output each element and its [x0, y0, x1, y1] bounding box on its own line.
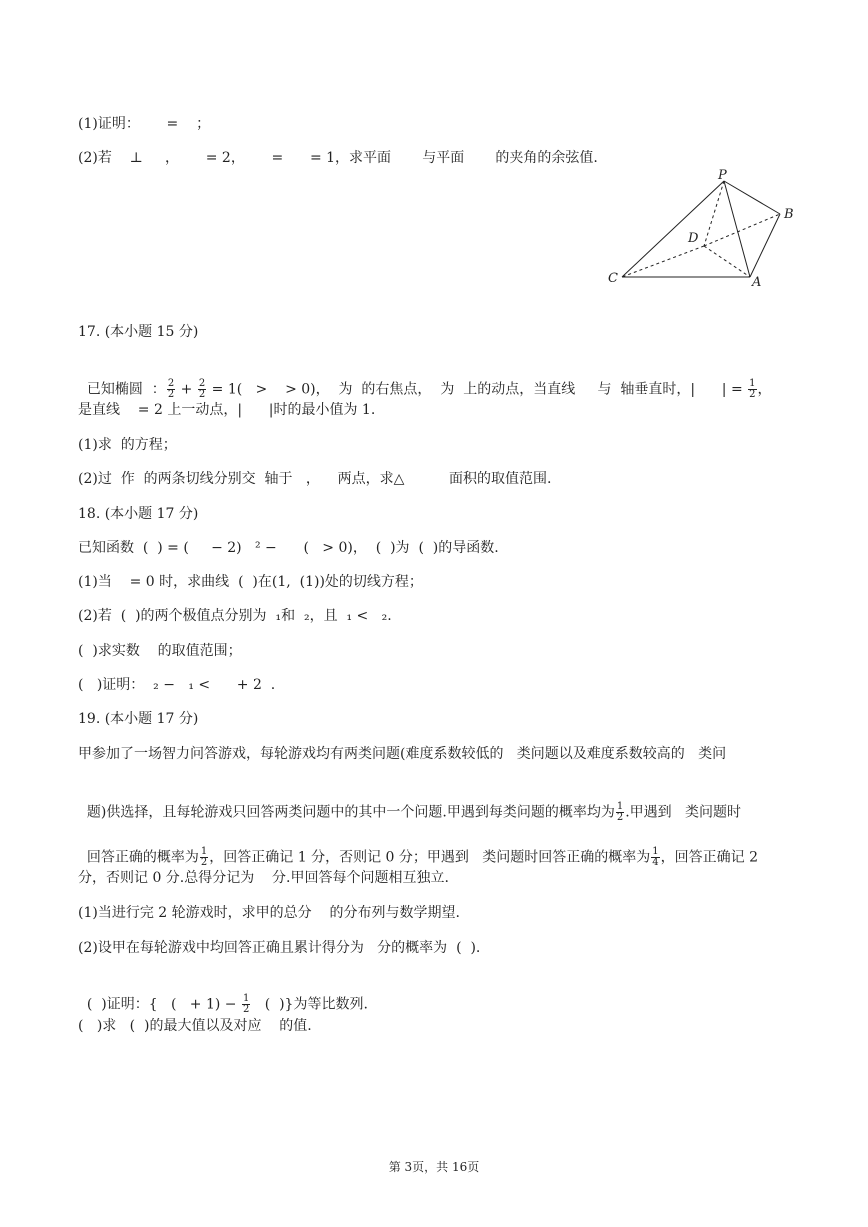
edge-PB — [724, 181, 780, 214]
fraction: $\frac{2}{2}$ — [198, 378, 206, 400]
line-19-7 — [78, 976, 368, 1015]
label-D: D — [688, 231, 699, 246]
label-B: B — [784, 207, 794, 222]
line-19-8: ( )求 ( )的最大值以及对应 的值. — [78, 1018, 312, 1034]
label-P: P — [718, 168, 727, 183]
fraction: $\frac{1}{2}$ — [616, 801, 624, 823]
edge-PC — [622, 181, 724, 277]
line-19-2 — [78, 784, 741, 823]
fraction: $\frac{1}{2}$ — [749, 378, 756, 400]
edge-AB — [750, 214, 780, 277]
line-18-3: (2)若 ( )的两个极值点分别为 ₁和 ₂，且 ₁ < ₂. — [78, 608, 392, 624]
line-19-1: 甲参加了一场智力问答游戏，每轮游戏均有两类问题(难度系数较低的 类问题以及难度系数较高的 类问 — [78, 746, 727, 762]
fraction: $\frac{1}{2}$ — [242, 993, 250, 1015]
edge-PA — [724, 181, 750, 277]
label-C: C — [608, 271, 618, 286]
pyramid-figure — [600, 168, 810, 293]
text: ，回答正确记 2 — [660, 849, 758, 866]
line-18-4: ( )求实数 的取值范围； — [78, 643, 242, 659]
text: ，回答正确记 1 分，否则记 0 分；甲遇到 类问题时回答正确的概率为 — [209, 849, 651, 866]
page-footer: 第 3页，共 16页 — [388, 1160, 480, 1174]
text: .甲遇到 类问题时 — [625, 804, 742, 821]
text: ( )}为等比数列. — [251, 996, 368, 1013]
text: ， — [757, 381, 772, 398]
edge-DB — [704, 214, 780, 246]
line-part2: (2)若 ⊥ ， = 2， = = 1，求平面 与平面 的夹角的余弦值. — [78, 150, 598, 166]
fraction: $\frac{1}{4}$ — [652, 846, 659, 868]
text: 已知椭圆 ： — [86, 381, 166, 398]
line-17-2: 是直线 = 2 上一动点，| |时的最小值为 1. — [78, 402, 376, 418]
fraction: $\frac{2}{2}$ — [167, 378, 175, 400]
line-19-5: (1)当进行完 2 轮游戏时，求甲的总分 的分布列与数学期望. — [78, 905, 460, 921]
text: = 1( > > 0)， 为 的右焦点， 为 上的动点，当直线 与 轴垂直时，| | = — [207, 381, 748, 398]
line-part1: (1)证明： = ； — [78, 116, 211, 132]
line-19-4: 分，否则记 0 分.总得分记为 分.甲回答每个问题相互独立. — [78, 870, 449, 886]
line-17-4: (2)过 作 的两条切线分别交 轴于 ， 两点，求△ 面积的取值范围. — [78, 471, 552, 487]
text: + — [176, 381, 197, 398]
text: 题)供选择，且每轮游戏只回答两类问题中的其中一个问题.甲遇到每类问题的概率均为 — [86, 804, 615, 821]
line-18-5: ( )证明： ₂ − ₁ < + 2 . — [78, 677, 276, 693]
line-19-6: (2)设甲在每轮游戏中均回答正确且累计得分为 分的概率为 ( ). — [78, 940, 481, 956]
text: 回答正确的概率为 — [86, 849, 199, 866]
line-17-1 — [78, 361, 772, 400]
line-18-1: 已知函数 ( ) = ( − 2) ² − ( > 0)， ( )为 ( )的导函数. — [78, 540, 499, 556]
text: ( )证明：{ ( + 1) − — [86, 996, 241, 1013]
line-19-3 — [78, 829, 758, 868]
line-18-2: (1)当 = 0 时，求曲线 ( )在(1, (1))处的切线方程； — [78, 574, 423, 590]
problem-18-header: 18. (本小题 17 分) — [78, 506, 199, 522]
problem-19-header: 19. (本小题 17 分) — [78, 711, 199, 727]
line-17-3: (1)求 的方程； — [78, 437, 177, 453]
edge-DC — [622, 246, 704, 277]
problem-17-header: 17. (本小题 15 分) — [78, 324, 199, 340]
label-A: A — [752, 275, 762, 290]
fraction: $\frac{1}{2}$ — [200, 846, 208, 868]
